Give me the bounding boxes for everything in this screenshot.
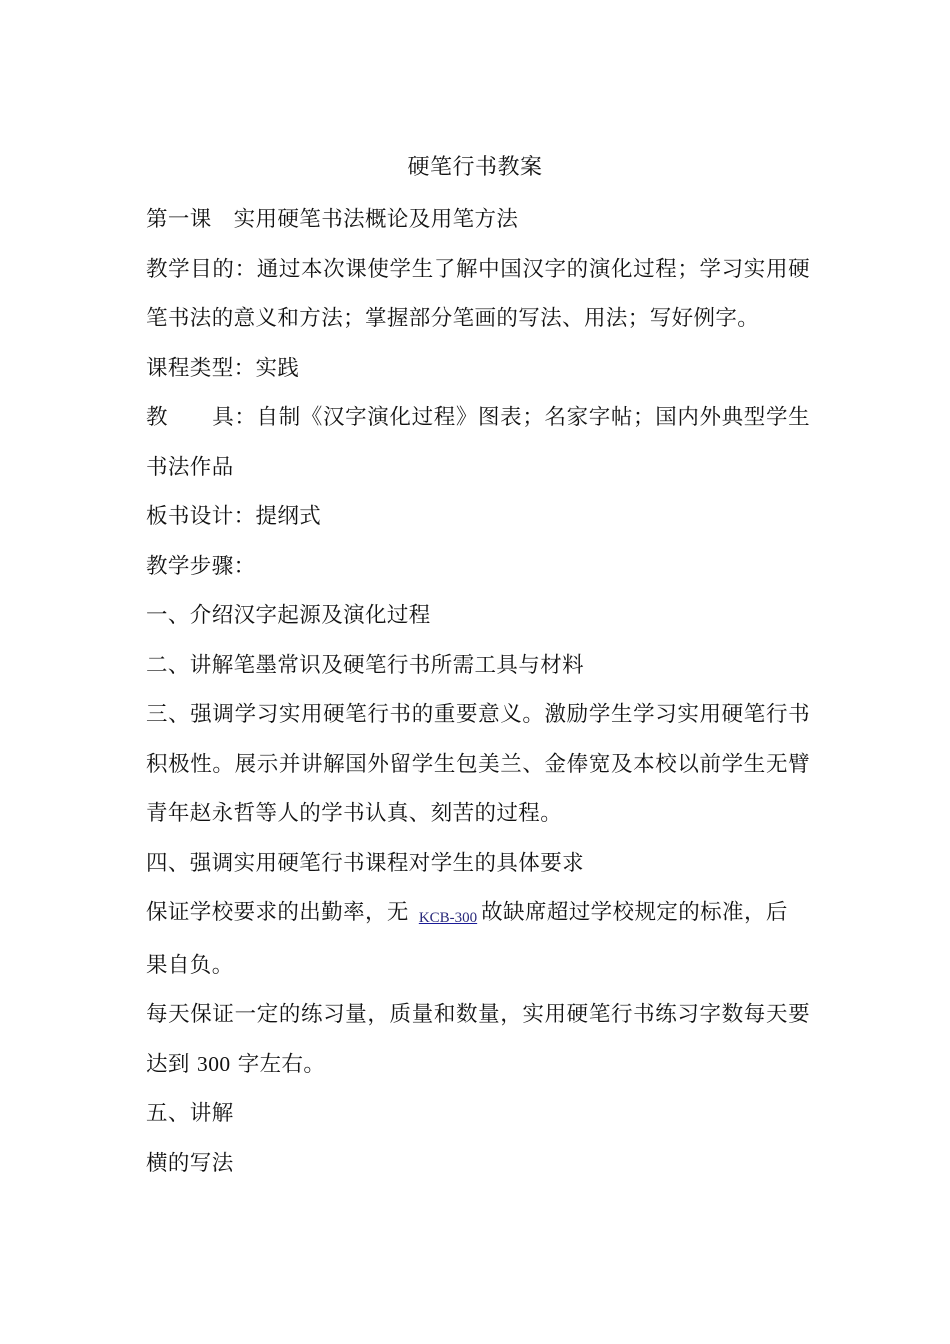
- practice-text-b: 字左右。: [237, 1051, 326, 1077]
- course-type: 课程类型：实践: [146, 355, 300, 381]
- practice-line-2: [146, 1040, 810, 1090]
- objective-line-1: 教学目的：通过本次课使学生了解中国汉字的演化过程；学习实用硬: [146, 256, 810, 282]
- lesson-title: 第一课 实用硬笔书法概论及用笔方法: [146, 207, 519, 232]
- tools-label: 教: [146, 405, 168, 430]
- attendance-line-1: [146, 888, 810, 941]
- step-2: 二、讲解笔墨常识及硬笔行书所需工具与材料: [146, 652, 585, 678]
- attendance-text-b: 故缺席超过学校规定的标准，后: [481, 900, 788, 925]
- step-5: 五、讲解: [146, 1101, 234, 1126]
- heng-method: 横的写法: [146, 1150, 234, 1176]
- objective-line-2: 笔书法的意义和方法；掌握部分笔画的写法、用法；写好例字。: [146, 306, 760, 331]
- tools-line-1: [146, 393, 810, 443]
- practice-text-a: 达到: [146, 1051, 190, 1077]
- kcb-link[interactable]: KCB-300: [418, 910, 478, 926]
- attendance-text-a: 保证学校要求的出勤率，无: [146, 900, 409, 925]
- practice-count: 300: [197, 1051, 231, 1076]
- steps-heading: 教学步骤：: [146, 553, 256, 579]
- step-3-line-1: 三、强调学习实用硬笔行书的重要意义。激励学生学习实用硬笔行书: [146, 702, 810, 727]
- practice-line-1: 每天保证一定的练习量，质量和数量，实用硬笔行书练习字数每天要: [146, 1002, 810, 1027]
- document-title: 硬笔行书教案: [407, 155, 543, 180]
- step-3-line-2: 积极性。展示并讲解国外留学生包美兰、金俸宽及本校以前学生无臂: [146, 751, 810, 777]
- document-body: [146, 195, 810, 1188]
- attendance-line-2: 果自负。: [146, 952, 234, 978]
- tools-line-1-text: 具：自制《汉字演化过程》图表；名家字帖；国内外典型学生: [212, 405, 810, 430]
- step-1: 一、介绍汉字起源及演化过程: [146, 603, 431, 628]
- tools-line-2: 书法作品: [146, 454, 234, 480]
- step-3-line-3: 青年赵永哲等人的学书认真、刻苦的过程。: [146, 801, 563, 826]
- step-4: 四、强调实用硬笔行书课程对学生的具体要求: [146, 850, 585, 876]
- board-design: 板书设计：提纲式: [146, 504, 322, 529]
